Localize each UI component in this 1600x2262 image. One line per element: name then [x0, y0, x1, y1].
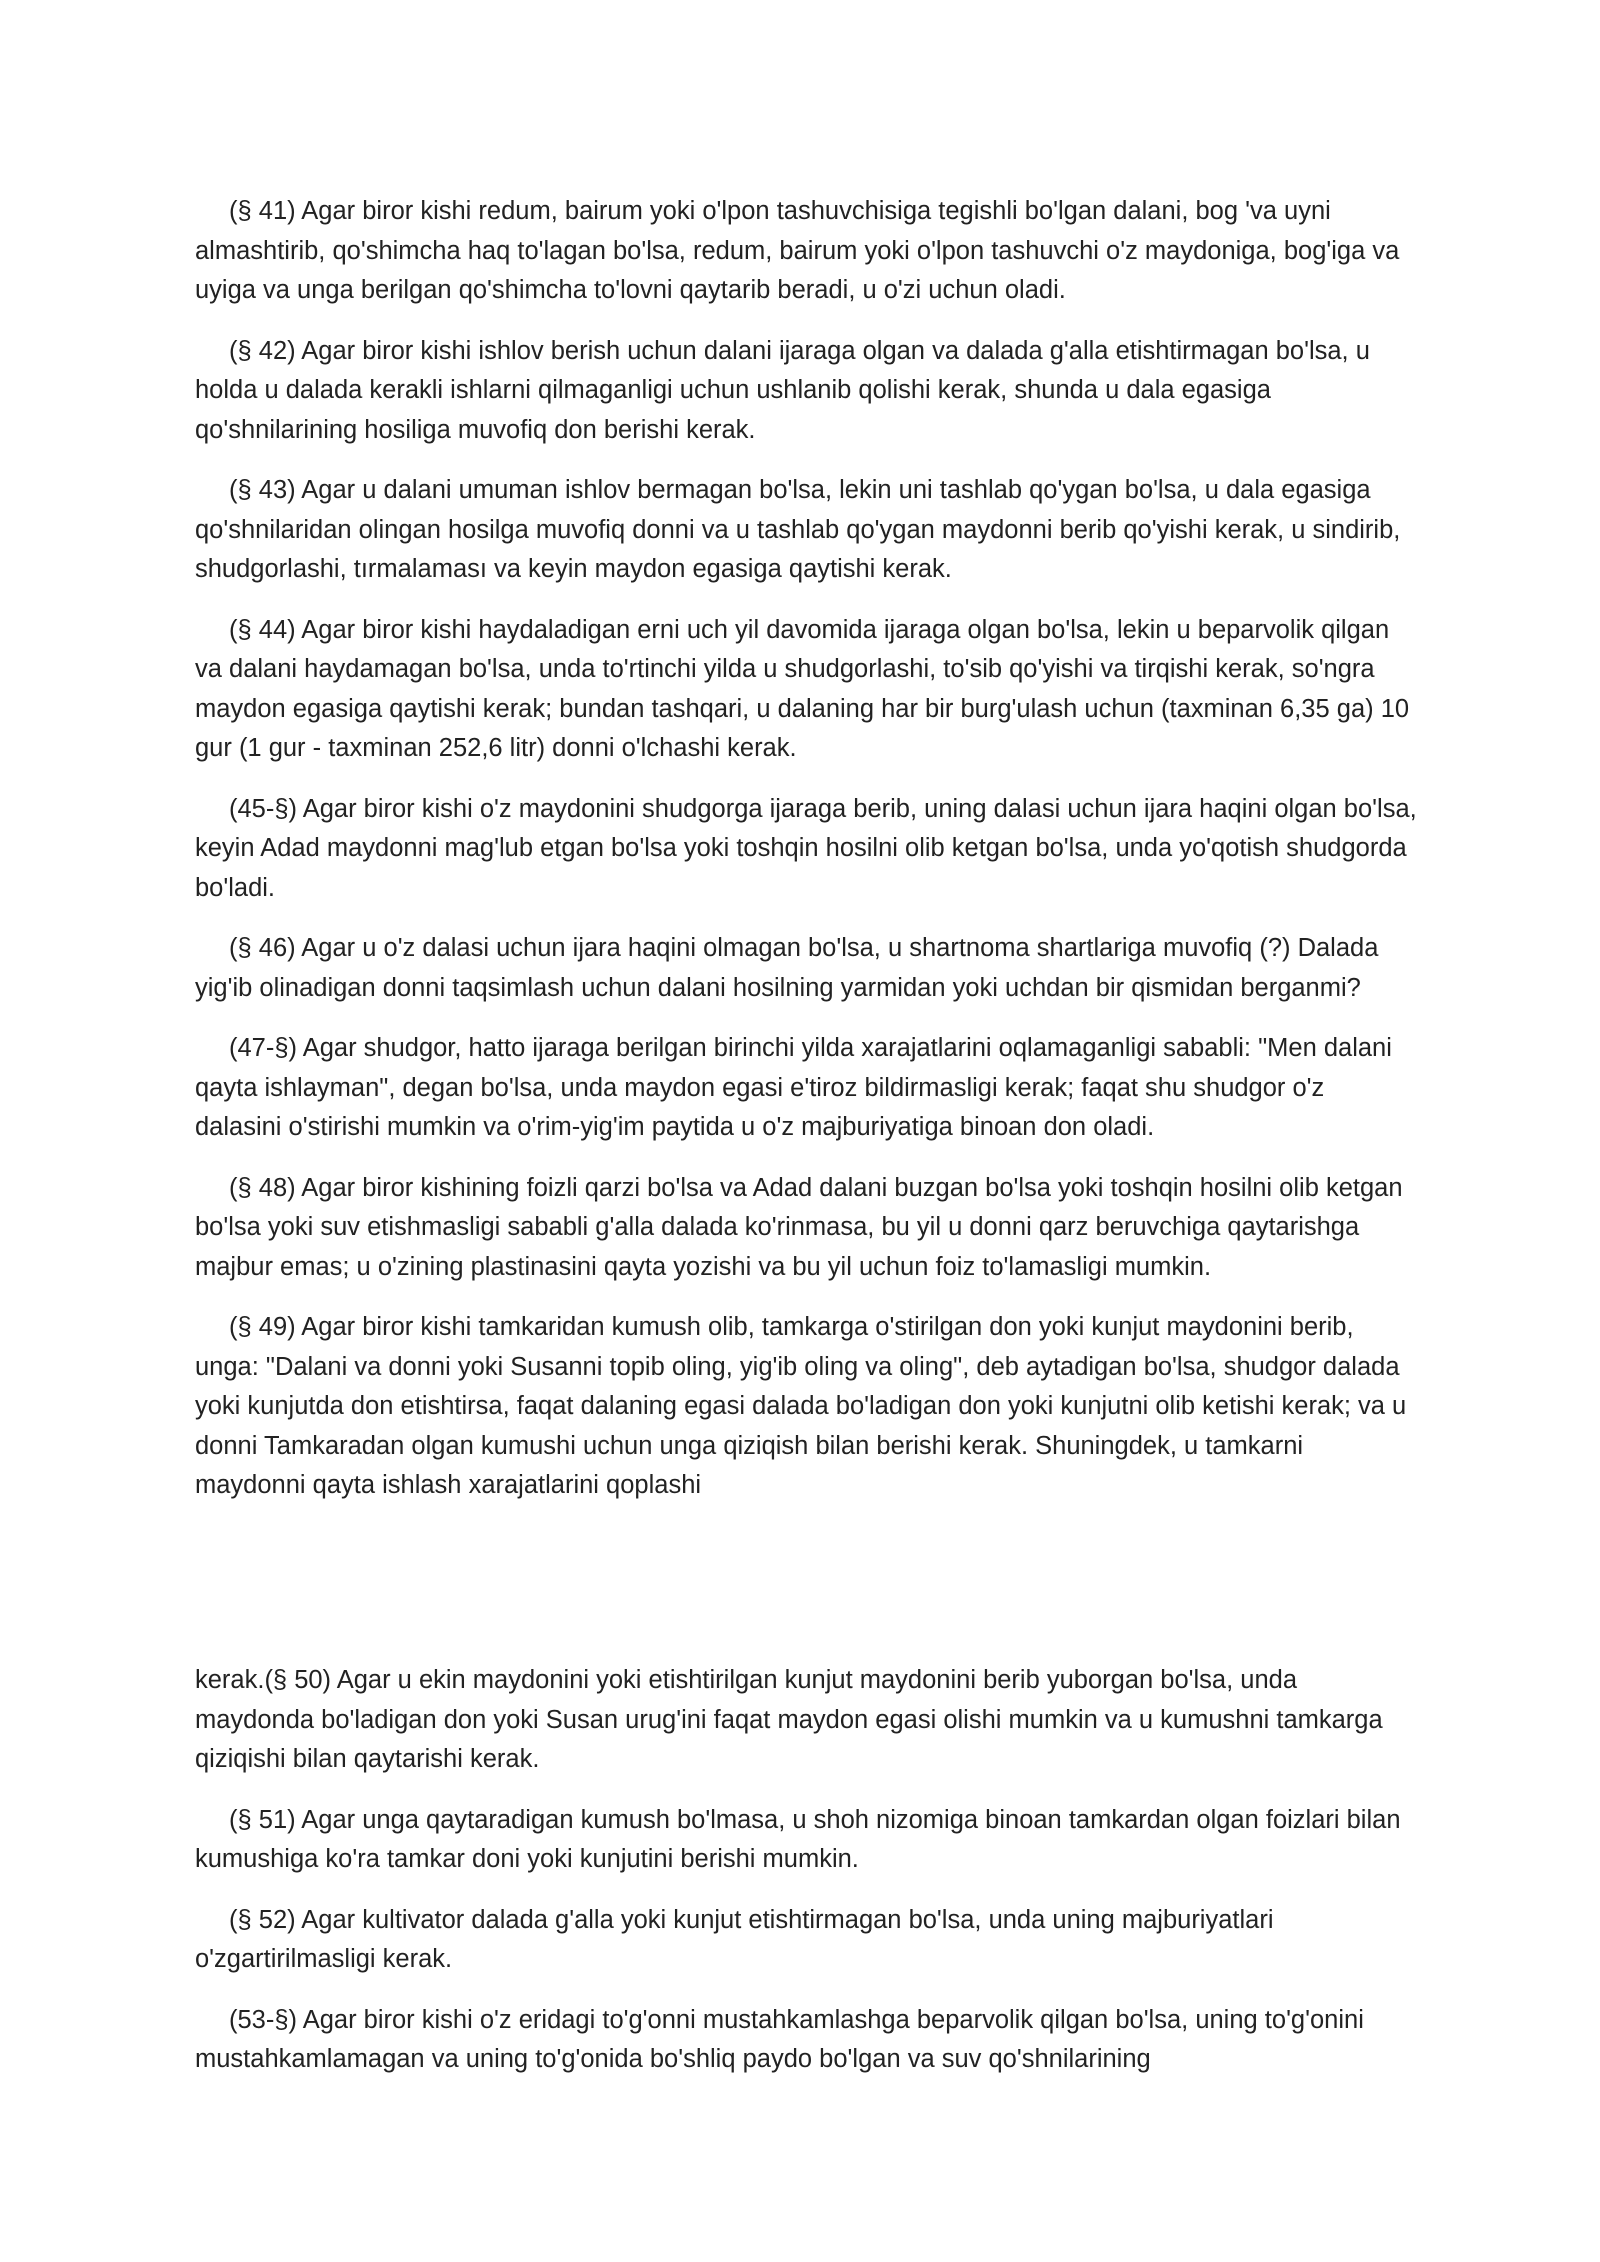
paragraph-48: (§ 48) Agar biror kishining foizli qarzi bo'lsa va Adad dalani buzgan bo'lsa yoki toshqin hosilni olib ketgan bo'lsa yoki suv etishmasligi sababli g'alla dalada ko'rinmasa, bu yil u donni qarz beruvchiga qaytarishga majbur emas; u o'zining plastinasini qayta yozishi va bu yil uchun foiz to'lamasligi mumkin. — [195, 1173, 1403, 1281]
paragraph-53: (53-§) Agar biror kishi o'z eridagi to'g'onni mustahkamlashga beparvolik qilgan bo'lsa, uning to'g'onini mustahkamlamagan va uning to'g'onida bo'shliq paydo bo'lgan va suv qo'shnilarining — [195, 2005, 1364, 2073]
paragraph-43: (§ 43) Agar u dalani umuman ishlov bermagan bo'lsa, lekin uni tashlab qo'ygan bo'lsa, u dala egasiga qo'shnilaridan olingan hosilga muvofiq donni va u tashlab qo'ygan maydonni berib qo'yishi kerak, u sindirib, shudgorlashi, tırmalaması va keyin maydon egasiga qaytishi kerak. — [195, 476, 1401, 583]
paragraph-45: (45-§) Agar biror kishi o'z maydonini shudgorga ijaraga berib, uning dalasi uchun ijara haqini olgan bo'lsa, keyin Adad maydonni mag'lub etgan bo'lsa yoki toshqin hosilni olib ketgan bo'lsa, unda yo'qotish shudgorda bo'ladi. — [195, 794, 1417, 902]
paragraph-41: (§ 41) Agar biror kishi redum, bairum yoki o'lpon tashuvchisiga tegishli bo'lgan dalani, bog 'va uyni almashtirib, qo'shimcha haq to'lagan bo'lsa, redum, bairum yoki o'lpon tashuvchi o'z maydoniga, bog'iga va uyiga va unga berilgan qo'shimcha to'lovni qaytarib beradi, u o'zi uchun oladi. — [195, 197, 1400, 304]
text-block-bottom — [195, 1661, 1417, 2080]
paragraph-46: (§ 46) Agar u o'z dalasi uchun ijara haqini olmagan bo'lsa, u shartnoma shartlariga muvofiq (?) Dalada yig'ib olinadigan donni taqsimlash uchun dalani hosilning yarmidan yoki uchdan bir qismidan berganmi? — [195, 934, 1379, 1002]
paragraph-49: (§ 49) Agar biror kishi tamkaridan kumush olib, tamkarga o'stirilgan don yoki kunjut maydonini berib, unga: "Dalani va donni yoki Susanni topib oling, yig'ib oling va oling", deb aytadigan bo'lsa, shudgor dalada yoki kunjutda don etishtirsa, faqat dalaning egasi dalada bo'ladigan don yoki kunjutni olib ketishi kerak; va u donni Tamkaradan olgan kumushi uchun unga qiziqish bilan berishi kerak. Shuningdek, u tamkarni maydonni qayta ishlash xarajatlarini qoplashi — [195, 1313, 1407, 1499]
text-block-top — [195, 192, 1417, 1506]
paragraph-50: kerak.(§ 50) Agar u ekin maydonini yoki etishtirilgan kunjut maydonini berib yuborgan bo'lsa, unda maydonda bo'ladigan don yoki Susan urug'ini faqat maydon egasi olishi mumkin va u kumushni tamkarga qiziqishi bilan qaytarishi kerak. — [195, 1666, 1383, 1773]
paragraph-47: (47-§) Agar shudgor, hatto ijaraga berilgan birinchi yilda xarajatlarini oqlamaganligi sababli: "Men dalani qayta ishlayman", degan bo'lsa, unda maydon egasi e'tiroz bildirmasligi kerak; faqat shu shudgor o'z dalasini o'stirishi mumkin va o'rim-yig'im paytida u o'z majburiyatiga binoan don oladi. — [195, 1034, 1392, 1141]
paragraph-42: (§ 42) Agar biror kishi ishlov berish uchun dalani ijaraga olgan va dalada g'alla etishtirmagan bo'lsa, u holda u dalada kerakli ishlarni qilmaganligi uchun ushlanib qolishi kerak, shunda u dala egasiga qo'shnilarining hosiliga muvofiq don berishi kerak. — [195, 336, 1370, 444]
paragraph-51: (§ 51) Agar unga qaytaradigan kumush bo'lmasa, u shoh nizomiga binoan tamkardan olgan foizlari bilan kumushiga ko'ra tamkar doni yoki kunjutini berishi mumkin. — [195, 1805, 1401, 1873]
paragraph-52: (§ 52) Agar kultivator dalada g'alla yoki kunjut etishtirmagan bo'lsa, unda uning majburiyatlari o'zgartirilmasligi kerak. — [195, 1905, 1274, 1973]
paragraph-44: (§ 44) Agar biror kishi haydaladigan erni uch yil davomida ijaraga olgan bo'lsa, lekin u beparvolik qilgan va dalani haydamagan bo'lsa, unda to'rtinchi yilda u shudgorlashi, to'sib qo'yishi va tirqishi kerak, so'ngra maydon egasiga qaytishi kerak; bundan tashqari, u dalaning har bir burg'ulash uchun (taxminan 6,35 ga) 10 gur (1 gur - taxminan 252,6 litr) donni o'lchashi kerak. — [195, 615, 1410, 762]
